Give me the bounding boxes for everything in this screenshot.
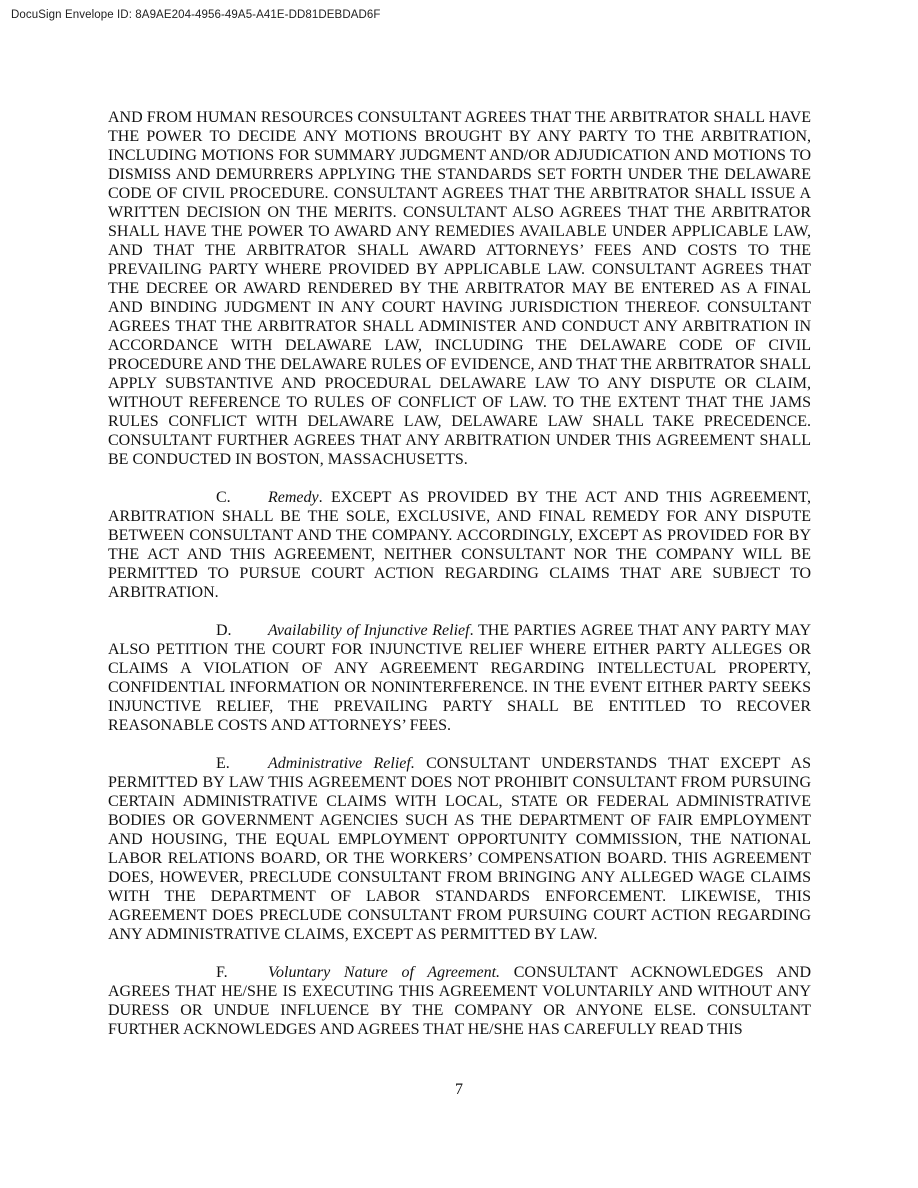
section-text: CONSULTANT UNDERSTANDS THAT EXCEPT AS PERMITTED BY LAW THIS AGREEMENT DOES NOT PROHIBIT CONSULTANT FROM PURSUING CERTAIN ADMINISTRATIVE CLAIMS WITH LOCAL, STATE OR FEDERAL ADMINISTRATIVE BODIES OR GOVERNMENT AGENCIES SUCH AS THE DEPARTMENT OF FAIR EMPLOYMENT AND HOUSING, THE EQUAL EMPLOYMENT OPPORTUNITY COMMISSION, THE NATIONAL LABOR RELATIONS BOARD, OR THE WORKERS’ COMPENSATION BOARD. THIS AGREEMENT DOES, HOWEVER, PRECLUDE CONSULTANT FROM BRINGING ANY ALLEGED WAGE CLAIMS WITH THE DEPARTMENT OF LABOR STANDARDS ENFORCEMENT. LIKEWISE, THIS AGREEMENT DOES PRECLUDE CONSULTANT FROM PURSUING COURT ACTION REGARDING ANY ADMINISTRATIVE CLAIMS, EXCEPT AS PERMITTED BY LAW. xyxy=(108,755,812,943)
section-heading: Voluntary Nature of Agreement. xyxy=(268,964,501,981)
document-body xyxy=(108,108,811,1039)
section-f-voluntary-nature xyxy=(108,963,811,1039)
section-c-remedy xyxy=(108,488,811,602)
section-label: D. xyxy=(216,622,232,639)
section-label: F. xyxy=(216,964,228,981)
section-text: THE PARTIES AGREE THAT ANY PARTY MAY ALSO PETITION THE COURT FOR INJUNCTIVE RELIEF WHERE EITHER PARTY ALLEGES OR CLAIMS A VIOLATION OF ANY AGREEMENT REGARDING INTELLECTUAL PROPERTY, CONFIDENTIAL INFORMATION OR NONINTERFERENCE. IN THE EVENT EITHER PARTY SEEKS INJUNCTIVE RELIEF, THE PREVAILING PARTY SHALL BE ENTITLED TO RECOVER REASONABLE COSTS AND ATTORNEYS’ FEES. xyxy=(108,622,811,734)
section-e-administrative-relief xyxy=(108,754,811,944)
section-label: C. xyxy=(216,489,231,506)
continuation-paragraph: AND FROM HUMAN RESOURCES CONSULTANT AGREES THAT THE ARBITRATOR SHALL HAVE THE POWER TO DECIDE ANY MOTIONS BROUGHT BY ANY PARTY TO THE ARBITRATION, INCLUDING MOTIONS FOR SUMMARY JUDGMENT AND/OR ADJUDICATION AND MOTIONS TO DISMISS AND DEMURRERS APPLYING THE STANDARDS SET FORTH UNDER THE DELAWARE CODE OF CIVIL PROCEDURE. CONSULTANT AGREES THAT THE ARBITRATOR SHALL ISSUE A WRITTEN DECISION ON THE MERITS. CONSULTANT ALSO AGREES THAT THE ARBITRATOR SHALL HAVE THE POWER TO AWARD ANY REMEDIES AVAILABLE UNDER APPLICABLE LAW, AND THAT THE ARBITRATOR SHALL AWARD ATTORNEYS’ FEES AND COSTS TO THE PREVAILING PARTY WHERE PROVIDED BY APPLICABLE LAW. CONSULTANT AGREES THAT THE DECREE OR AWARD RENDERED BY THE ARBITRATOR MAY BE ENTERED AS A FINAL AND BINDING JUDGMENT IN ANY COURT HAVING JURISDICTION THEREOF. CONSULTANT AGREES THAT THE ARBITRATOR SHALL ADMINISTER AND CONDUCT ANY ARBITRATION IN ACCORDANCE WITH DELAWARE LAW, INCLUDING THE DELAWARE CODE OF CIVIL PROCEDURE AND THE DELAWARE RULES OF EVIDENCE, AND THAT THE ARBITRATOR SHALL APPLY SUBSTANTIVE AND PROCEDURAL DELAWARE LAW TO ANY DISPUTE OR CLAIM, WITHOUT REFERENCE TO RULES OF CONFLICT OF LAW. TO THE EXTENT THAT THE JAMS RULES CONFLICT WITH DELAWARE LAW, DELAWARE LAW SHALL TAKE PRECEDENCE. CONSULTANT FURTHER AGREES THAT ANY ARBITRATION UNDER THIS AGREEMENT SHALL BE CONDUCTED IN BOSTON, MASSACHUSETTS. xyxy=(108,109,811,468)
section-heading-punct: . xyxy=(318,489,323,506)
section-text: EXCEPT AS PROVIDED BY THE ACT AND THIS AGREEMENT, ARBITRATION SHALL BE THE SOLE, EXCLUSIVE, AND FINAL REMEDY FOR ANY DISPUTE BETWEEN CONSULTANT AND THE COMPANY. ACCORDINGLY, EXCEPT AS PROVIDED FOR BY THE ACT AND THIS AGREEMENT, NEITHER CONSULTANT NOR THE COMPANY WILL BE PERMITTED TO PURSUE COURT ACTION REGARDING CLAIMS THAT ARE SUBJECT TO ARBITRATION. xyxy=(108,489,811,601)
section-d-injunctive-relief xyxy=(108,621,811,735)
section-heading: Remedy xyxy=(268,489,319,506)
docusign-envelope-id: DocuSign Envelope ID: 8A9AE204-4956-49A5-A41E-DD81DEBDAD6F xyxy=(11,9,381,21)
section-heading-punct: . xyxy=(469,622,474,639)
section-text: CONSULTANT ACKNOWLEDGES AND AGREES THAT HE/SHE IS EXECUTING THIS AGREEMENT VOLUNTARILY AND WITHOUT ANY DURESS OR UNDUE INFLUENCE BY THE COMPANY OR ANYONE ELSE. CONSULTANT FURTHER ACKNOWLEDGES AND AGREES THAT HE/SHE HAS CAREFULLY READ THIS xyxy=(108,964,811,1038)
section-heading: Availability of Injunctive Relief xyxy=(268,622,470,639)
section-heading: Administrative Relief. xyxy=(268,755,415,772)
page-number: 7 xyxy=(455,1081,463,1098)
section-label: E. xyxy=(216,755,230,772)
